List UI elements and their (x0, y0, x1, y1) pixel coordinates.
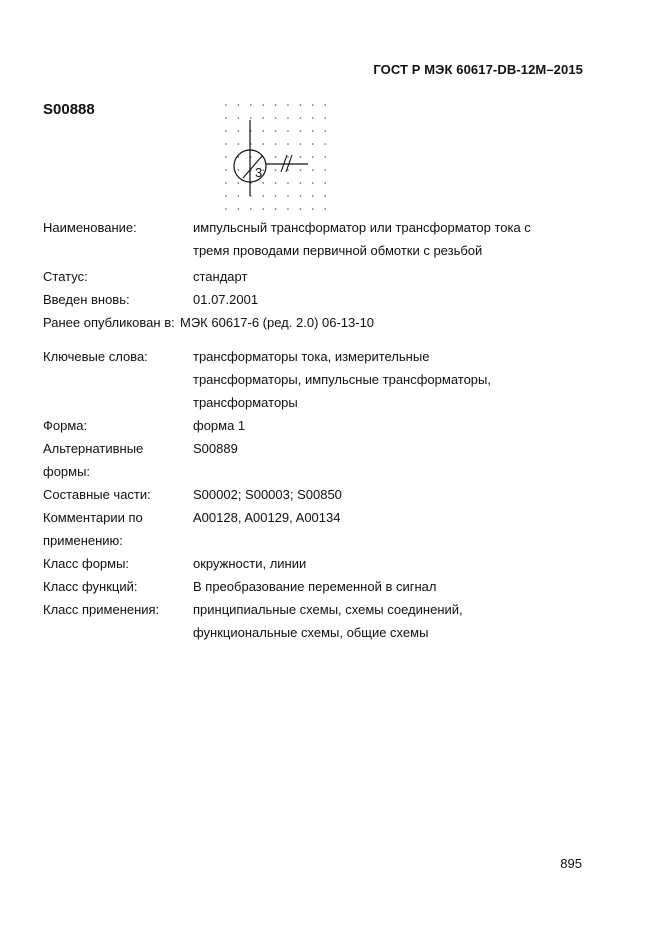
grid-dot (287, 117, 289, 119)
field-introduced-value: 01.07.2001 (193, 292, 259, 307)
grid-dot (275, 156, 277, 158)
field-function-class-value: В преобразование переменной в сигнал (193, 579, 437, 594)
grid-dot (287, 156, 289, 158)
grid-dot (225, 143, 227, 145)
grid-dot (250, 117, 252, 119)
grid-dot (262, 182, 264, 184)
grid-dot (287, 208, 289, 210)
grid-dot (262, 143, 264, 145)
grid-dot (312, 169, 314, 171)
field-application-class-value-line: функциональные схемы, общие схемы (193, 625, 429, 640)
grid-dot (287, 130, 289, 132)
grid-dot (262, 208, 264, 210)
grid-dot (287, 195, 289, 197)
field-application-class-value-line: принципиальные схемы, схемы соединений, (193, 602, 463, 617)
field-keywords-value-line: трансформаторы (193, 395, 298, 410)
grid-dot (324, 143, 326, 145)
field-application-class-value (193, 598, 598, 644)
field-application-comments-label-line: применению: (43, 533, 123, 548)
grid-dot (312, 104, 314, 106)
grid-dot (262, 169, 264, 171)
field-alternative-forms-label (43, 437, 185, 483)
grid-dot (262, 130, 264, 132)
field-introduced-label: Введен вновь: (43, 292, 130, 307)
grid-dot (238, 195, 240, 197)
grid-dot (300, 117, 302, 119)
grid-dot (312, 117, 314, 119)
field-previously-published-label: Ранее опубликован в: (43, 315, 175, 330)
grid-dot (225, 117, 227, 119)
grid-dot (275, 117, 277, 119)
grid-dot (262, 117, 264, 119)
field-name-value (193, 216, 598, 262)
grid-dot (262, 195, 264, 197)
field-alternative-forms-label-line: Альтернативные (43, 441, 144, 456)
symbol-code: S00888 (43, 101, 95, 118)
field-shape-class-value: окружности, линии (193, 556, 307, 571)
grid-dot (300, 208, 302, 210)
field-application-comments-label (43, 506, 185, 552)
grid-dot (312, 195, 314, 197)
grid-dot (300, 156, 302, 158)
grid-dot (225, 182, 227, 184)
grid-dot (275, 182, 277, 184)
grid-dot (275, 169, 277, 171)
grid-dot (225, 195, 227, 197)
field-alternative-forms-label-line: формы: (43, 464, 91, 479)
field-form-value: форма 1 (193, 418, 246, 433)
grid-dot (312, 208, 314, 210)
grid-dot (312, 182, 314, 184)
grid-dot (324, 182, 326, 184)
grid-dot (300, 130, 302, 132)
field-keywords-value (193, 345, 598, 414)
field-name-value-line: тремя проводами первичной обмотки с резьбой (193, 243, 483, 258)
field-previously-published-value: МЭК 60617-6 (ред. 2.0) 06-13-10 (180, 315, 375, 330)
winding-count-label: 3 (255, 165, 263, 180)
field-function-class-label: Класс функций: (43, 579, 138, 594)
transformer-symbol-figure (216, 98, 336, 216)
grid-dot (324, 195, 326, 197)
grid-dot (275, 130, 277, 132)
grid-dot (324, 104, 326, 106)
grid-dot (300, 143, 302, 145)
grid-dot (225, 130, 227, 132)
field-keywords-value-line: трансформаторы, импульсные трансформаторы, (193, 372, 491, 387)
field-form-label: Форма: (43, 418, 88, 433)
grid-dots (225, 104, 326, 210)
grid-dot (238, 130, 240, 132)
grid-dot (225, 208, 227, 210)
grid-dot (275, 143, 277, 145)
grid-dot (238, 104, 240, 106)
grid-dot (324, 208, 326, 210)
grid-dot (287, 182, 289, 184)
grid-dot (275, 208, 277, 210)
grid-dot (238, 143, 240, 145)
field-components-value: S00002; S00003; S00850 (193, 487, 342, 502)
grid-dot (312, 130, 314, 132)
field-components-label: Составные части: (43, 487, 151, 502)
grid-dot (324, 156, 326, 158)
field-status-label: Статус: (43, 269, 88, 284)
field-keywords-label: Ключевые слова: (43, 349, 148, 364)
grid-dot (250, 104, 252, 106)
grid-dot (238, 169, 240, 171)
grid-dot (225, 169, 227, 171)
field-application-comments-value: A00128, A00129, A00134 (193, 510, 341, 525)
field-name-value-line: импульсный трансформатор или трансформатор тока с (193, 220, 531, 235)
grid-dot (300, 195, 302, 197)
grid-dot (287, 104, 289, 106)
field-name-label: Наименование: (43, 220, 137, 235)
grid-dot (275, 195, 277, 197)
grid-dot (300, 104, 302, 106)
grid-dot (287, 143, 289, 145)
field-application-comments-label-line: Комментарии по (43, 510, 143, 525)
field-alternative-forms-value: S00889 (193, 441, 238, 456)
grid-dot (275, 104, 277, 106)
page-number: 895 (560, 856, 582, 871)
grid-dot (324, 130, 326, 132)
grid-dot (324, 117, 326, 119)
grid-dot (300, 182, 302, 184)
grid-dot (250, 208, 252, 210)
grid-dot (262, 104, 264, 106)
field-keywords-value-line: трансформаторы тока, измерительные (193, 349, 430, 364)
grid-dot (238, 117, 240, 119)
grid-dot (238, 182, 240, 184)
field-status-value: стандарт (193, 269, 248, 284)
grid-dot (238, 208, 240, 210)
grid-dot (312, 156, 314, 158)
page-header: ГОСТ Р МЭК 60617-DB-12M–2015 (373, 62, 583, 77)
grid-dot (312, 143, 314, 145)
grid-dot (225, 156, 227, 158)
field-shape-class-label: Класс формы: (43, 556, 130, 571)
grid-dot (324, 169, 326, 171)
grid-dot (225, 104, 227, 106)
field-application-class-label: Класс применения: (43, 602, 160, 617)
grid-dot (300, 169, 302, 171)
